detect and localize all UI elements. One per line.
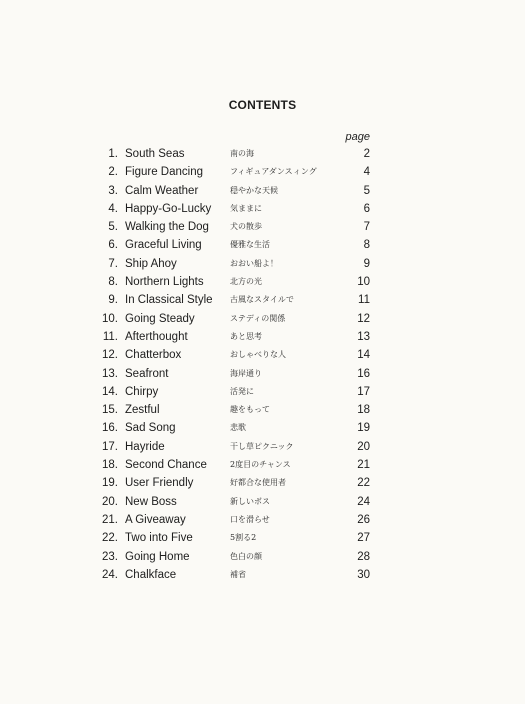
toc-entry-number: 22. — [102, 532, 118, 545]
toc-entry-japanese-title: ステディの関係 — [230, 313, 286, 323]
toc-entry — [0, 456, 525, 474]
page-column-label: page — [345, 131, 370, 143]
toc-entry — [0, 548, 525, 566]
toc-entry — [0, 163, 525, 181]
toc-entry-title: Afterthought — [125, 330, 188, 343]
toc-entry — [0, 365, 525, 383]
toc-entry-number: 11. — [102, 330, 118, 343]
toc-entry-number: 2. — [108, 166, 118, 179]
toc-entry-japanese-title: あと思考 — [230, 331, 262, 341]
toc-entry-japanese-title: 口を滑らせ — [230, 514, 270, 524]
toc-entry-number: 13. — [102, 367, 118, 380]
toc-entry-japanese-title: 気ままに — [230, 203, 262, 213]
toc-entry-title: Northern Lights — [125, 276, 204, 289]
toc-entry-japanese-title: 南の海 — [230, 149, 254, 158]
toc-entry-japanese-title: 5割る2 — [230, 533, 257, 543]
toc-entry — [0, 145, 525, 163]
toc-entry-number: 21. — [102, 513, 118, 526]
toc-entry — [0, 529, 525, 547]
toc-entry-japanese-title: おおい船よ！ — [230, 258, 278, 268]
toc-entry-title: A Giveaway — [125, 513, 186, 526]
toc-entry-page-number: 13 — [357, 330, 370, 343]
toc-entry-japanese-title: 補省 — [230, 569, 246, 579]
toc-entry-page-number: 26 — [357, 513, 370, 526]
toc-entry — [0, 346, 525, 364]
toc-entry-title: South Seas — [125, 148, 185, 160]
toc-entry-title: Seafront — [125, 367, 169, 380]
toc-entry — [0, 273, 525, 291]
toc-entry-page-number: 30 — [357, 568, 370, 581]
toc-entry-title: New Boss — [125, 495, 177, 508]
toc-entry-japanese-title: 古風なスタイルで — [230, 295, 294, 305]
toc-entry — [0, 255, 525, 273]
toc-entry-page-number: 20 — [357, 440, 370, 453]
toc-entry-japanese-title: 好都合な使用者 — [230, 478, 286, 488]
toc-entry — [0, 182, 525, 200]
toc-entry-japanese-title: 趣をもって — [230, 405, 270, 415]
toc-entry-page-number: 4 — [363, 166, 370, 179]
toc-entry-title: Going Steady — [125, 312, 195, 325]
toc-entry-number: 7. — [108, 257, 118, 270]
toc-entry — [0, 511, 525, 529]
toc-entry-page-number: 22 — [357, 477, 370, 490]
toc-entry-japanese-title: 優雅な生活 — [230, 240, 270, 250]
toc-entry-title: Hayride — [125, 440, 165, 453]
toc-entry-japanese-title: 海岸通り — [230, 368, 262, 378]
toc-entry — [0, 383, 525, 401]
toc-entry-title: Two into Five — [125, 532, 193, 545]
toc-entry-page-number: 18 — [357, 404, 370, 417]
toc-entry-page-number: 2 — [363, 148, 370, 160]
toc-entry-title: Calm Weather — [125, 184, 199, 197]
toc-entry — [0, 236, 525, 254]
toc-entry-number: 20. — [102, 495, 118, 508]
toc-entry-title: Chatterbox — [125, 349, 182, 362]
toc-entry-number: 1. — [108, 148, 118, 160]
toc-entry-number: 10. — [102, 312, 118, 325]
toc-entry-number: 16. — [102, 422, 118, 435]
toc-entry-japanese-title: 新しいボス — [230, 496, 270, 506]
toc-entry-japanese-title: 色白の顔 — [230, 551, 262, 561]
table-of-contents — [0, 145, 525, 584]
toc-entry-page-number: 14 — [357, 349, 370, 362]
toc-entry-japanese-title: フィギュアダンスィング — [230, 167, 317, 177]
toc-entry — [0, 493, 525, 511]
toc-entry-title: Sad Song — [125, 422, 176, 435]
toc-entry — [0, 291, 525, 309]
toc-entry-page-number: 10 — [357, 276, 370, 289]
toc-entry-title: User Friendly — [125, 477, 194, 490]
toc-entry-title: Walking the Dog — [125, 221, 209, 234]
toc-entry-number: 15. — [102, 404, 118, 417]
toc-entry-title: In Classical Style — [125, 294, 213, 307]
toc-entry-page-number: 9 — [363, 257, 370, 270]
toc-entry-page-number: 6 — [363, 202, 370, 215]
toc-entry-page-number: 17 — [357, 385, 370, 398]
toc-entry-title: Graceful Living — [125, 239, 202, 252]
toc-entry-number: 6. — [108, 239, 118, 252]
toc-entry-page-number: 21 — [357, 459, 370, 472]
toc-entry-title: Zestful — [125, 404, 160, 417]
toc-entry — [0, 328, 525, 346]
toc-entry — [0, 419, 525, 437]
toc-entry-page-number: 19 — [357, 422, 370, 435]
toc-entry-number: 23. — [102, 550, 118, 563]
toc-entry-number: 9. — [108, 294, 118, 307]
toc-entry-title: Figure Dancing — [125, 166, 203, 179]
toc-entry-japanese-title: おしゃべりな人 — [230, 350, 286, 360]
toc-entry-page-number: 7 — [363, 221, 370, 234]
toc-entry-page-number: 28 — [357, 550, 370, 563]
toc-entry — [0, 310, 525, 328]
toc-entry-title: Ship Ahoy — [125, 257, 177, 270]
toc-entry-page-number: 5 — [363, 184, 370, 197]
toc-entry-page-number: 27 — [357, 532, 370, 545]
toc-entry-japanese-title: 2度目のチャンス — [230, 460, 291, 470]
toc-entry-japanese-title: 北方の光 — [230, 277, 262, 287]
toc-entry — [0, 200, 525, 218]
toc-entry-number: 14. — [102, 385, 118, 398]
toc-entry-number: 12. — [102, 349, 118, 362]
toc-entry-title: Going Home — [125, 550, 190, 563]
toc-entry-number: 8. — [108, 276, 118, 289]
toc-entry-title: Chirpy — [125, 385, 159, 398]
page-title: CONTENTS — [228, 98, 297, 112]
toc-entry-title: Second Chance — [125, 459, 207, 472]
toc-entry-number: 19. — [102, 477, 118, 490]
toc-entry — [0, 566, 525, 584]
toc-entry — [0, 438, 525, 456]
toc-entry-number: 24. — [102, 568, 118, 581]
toc-entry-number: 3. — [108, 184, 118, 197]
toc-entry-number: 17. — [102, 440, 118, 453]
toc-entry-title: Chalkface — [125, 568, 177, 581]
toc-entry-page-number: 12 — [357, 312, 370, 325]
toc-entry-number: 4. — [108, 202, 118, 215]
toc-entry-title: Happy-Go-Lucky — [125, 202, 212, 215]
toc-entry-japanese-title: 穏やかな天候 — [230, 185, 278, 195]
toc-entry-japanese-title: 犬の散歩 — [230, 222, 262, 232]
toc-entry-number: 18. — [102, 459, 118, 472]
toc-entry-japanese-title: 活発に — [230, 386, 254, 396]
toc-entry-number: 5. — [108, 221, 118, 234]
toc-entry — [0, 474, 525, 492]
toc-entry-page-number: 11 — [358, 294, 370, 307]
toc-entry — [0, 401, 525, 419]
toc-entry-japanese-title: 干し草ピクニック — [230, 441, 294, 451]
toc-entry-page-number: 16 — [357, 367, 370, 380]
toc-entry-page-number: 24 — [357, 495, 370, 508]
toc-entry — [0, 218, 525, 236]
toc-entry-japanese-title: 悲歌 — [230, 423, 246, 433]
toc-entry-page-number: 8 — [363, 239, 370, 252]
